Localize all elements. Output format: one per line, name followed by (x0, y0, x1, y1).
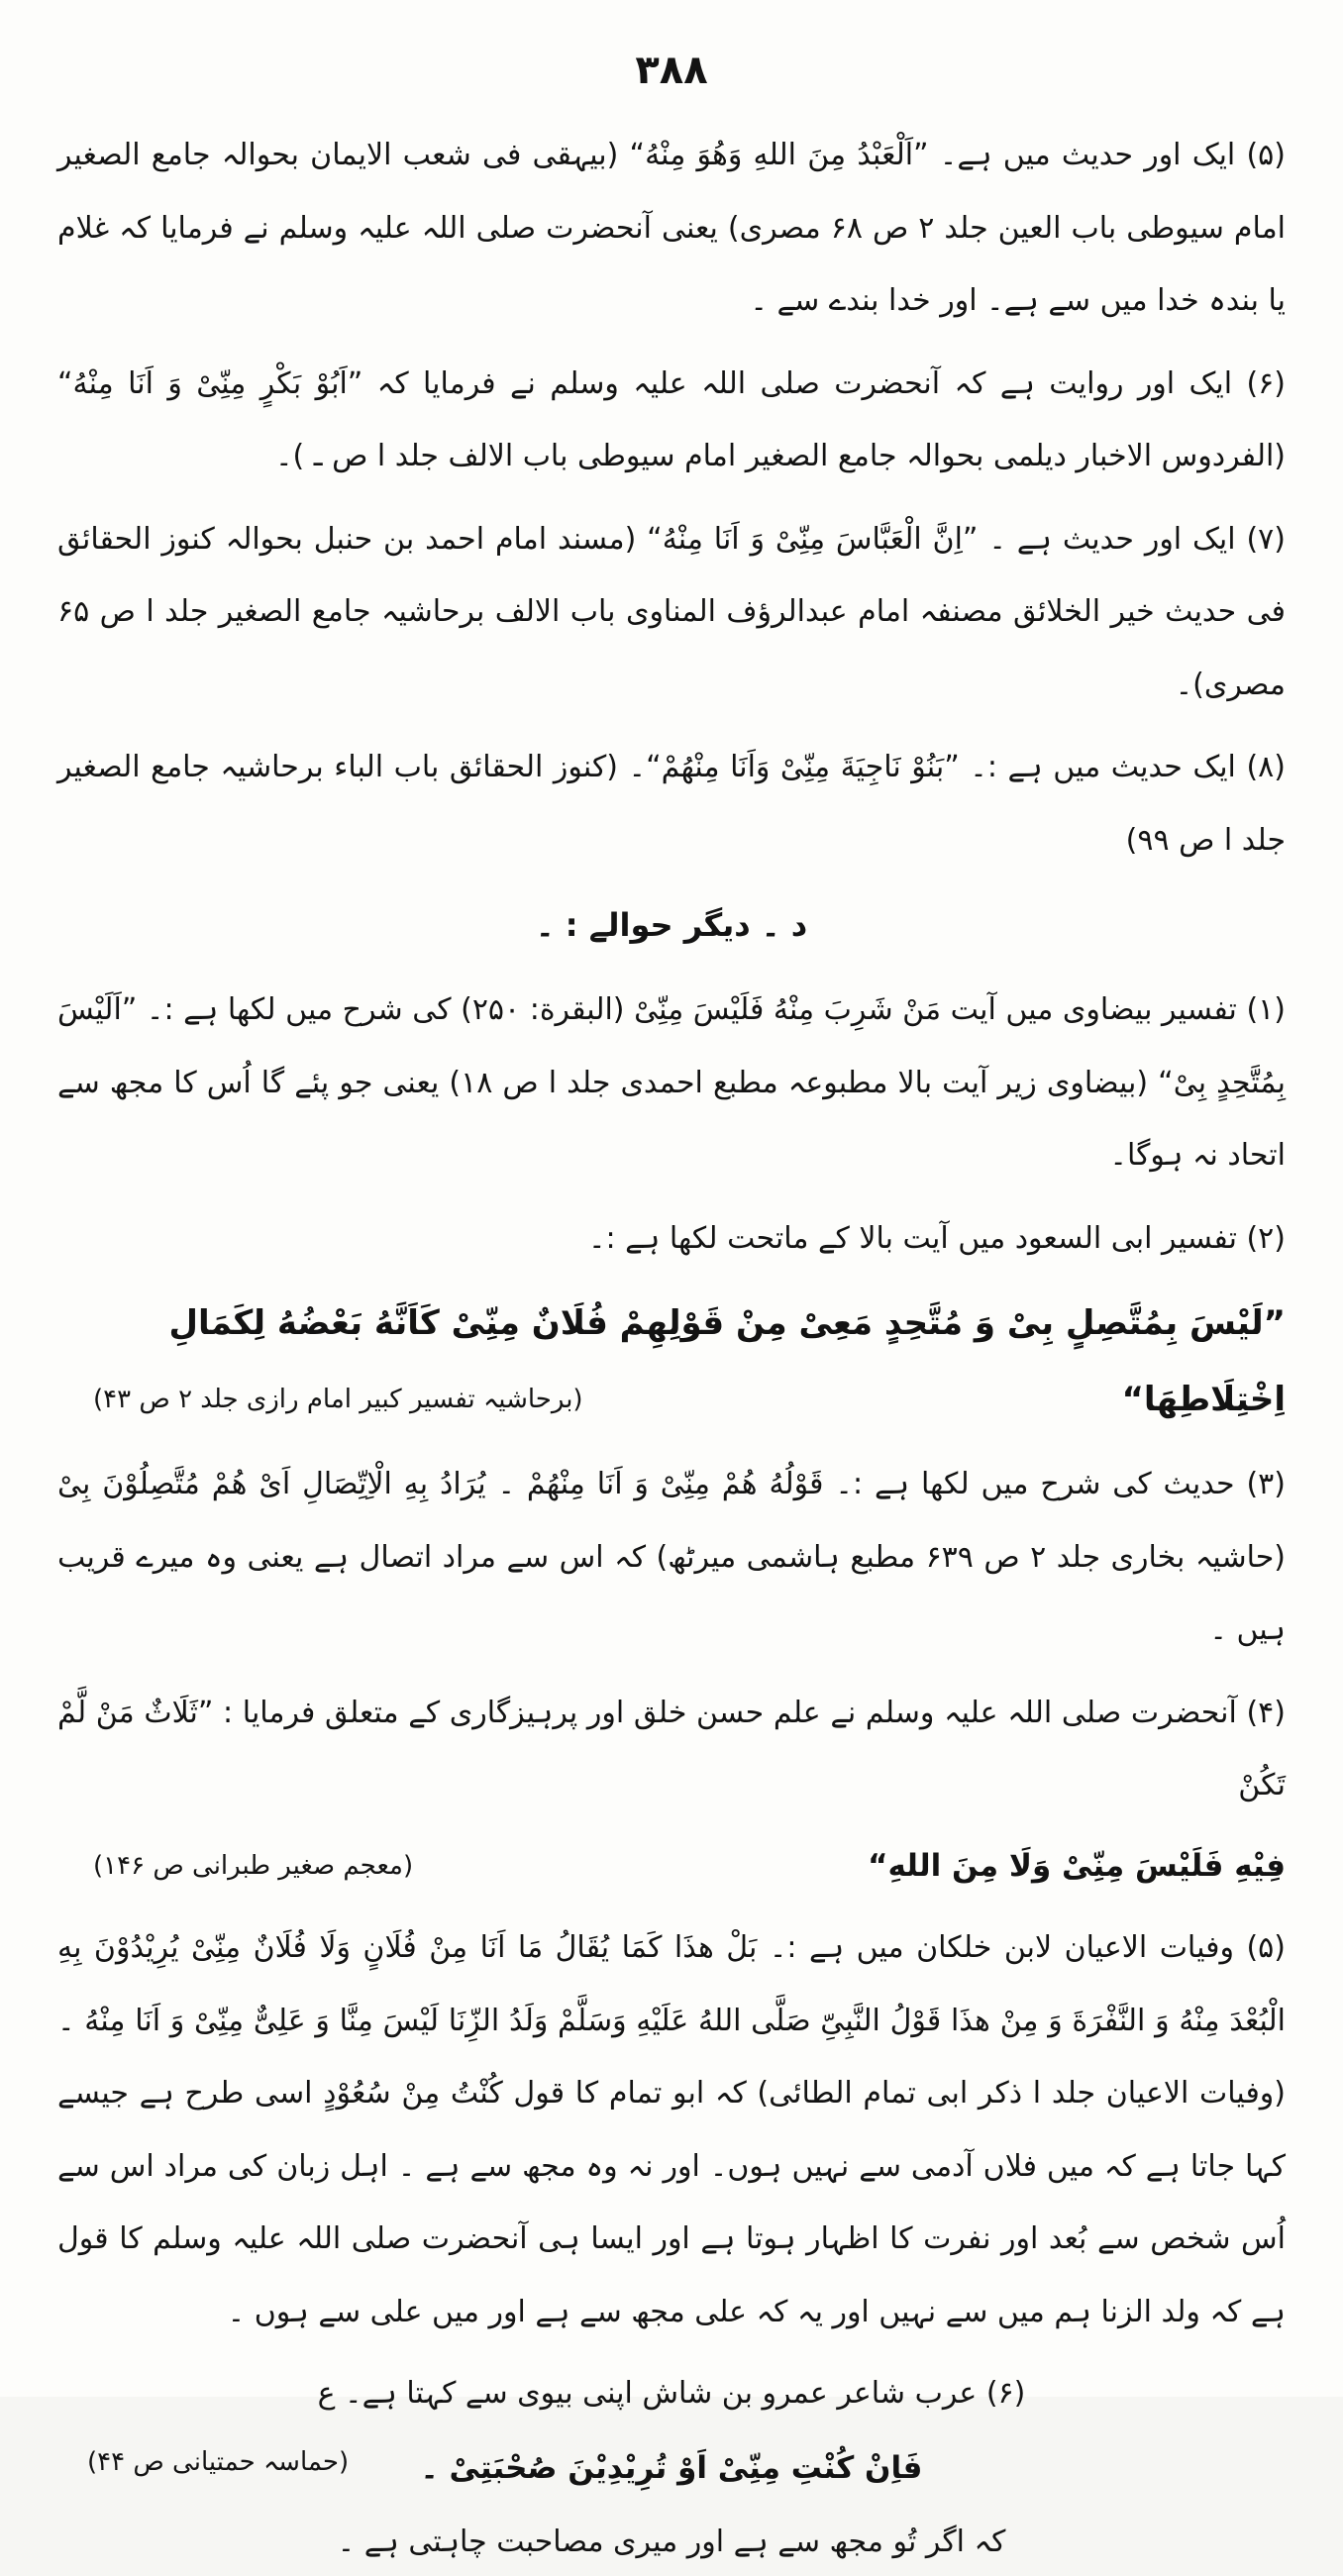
poem-translation: کہ اگر تُو مجھ سے ہے اور میری مصاحبت چاہتی ہے ۔ (337, 2524, 1006, 2560)
section-d-heading: د ۔ دیگر حوالے : ۔ (535, 906, 808, 944)
hadith-item-6: (۶) ایک اور روایت ہے کہ آنحضرت صلی اللہ علیہ وسلم نے فرمایا کہ ”اَبُوْ بَکْرٍ مِنِّیْ وَ اَنَا مِنْهُ“ (الفردوس الاخبار دیلمی بحوالہ جامع الصغیر امام سیوطی باب الالف جلد ا ص ـ )۔ (57, 365, 1286, 473)
reference-item-3: (۳) حدیث کی شرح میں لکھا ہے :۔ قَوْلُهُ هُمْ مِنِّیْ وَ اَنَا مِنْهُمْ ۔ یُرَادُ بِهِ الْاِتِّصَالِ اَیْ هُمْ مُتَّصِلُوْنَ بِیْ (حاشیہ بخاری جلد ۲ ص ۶۳۹ مطبع ہاشمی میرٹھ) کہ اس سے مراد اتصال ہے یعنی وہ میرے قریب ہیں ۔ (57, 1467, 1286, 1648)
reference-item-2-quote: ”لَیْسَ بِمُتَّصِلٍ بِیْ وَ مُتَّحِدٍ مَعِیْ مِنْ قَوْلِهِمْ فُلَانٌ مِنِّیْ کَاَنَّهُ بَعْضُهُ لِکَمَالِ (168, 1303, 1286, 1344)
hadith-item-5: (۵) ایک اور حدیث میں ہے۔ ”اَلْعَبْدُ مِنَ اللهِ وَهُوَ مِنْهُ“ (بیہقی فی شعب الایمان بحوالہ جامع الصغیر امام سیوطی باب العین جلد ۲ ص ۶۸ مصری) یعنی آنحضرت صلی اللہ علیہ وسلم نے فرمایا کہ غلام یا بندہ خدا میں سے ہے۔ اور خدا بندے سے ۔ (57, 138, 1286, 318)
reference-item-4-quote-end-row (57, 1832, 1286, 1900)
poem-block (57, 2433, 1286, 2576)
reference-item-1: (۱) تفسیر بیضاوی میں آیت مَنْ شَرِبَ مِنْهُ فَلَیْسَ مِنِّیْ (البقرة: ۲۵۰) کی شرح میں لکھا ہے :۔ ”اَلَیْسَ بِمُتَّحِدٍ بِیْ“ (بیضاوی زیر آیت بالا مطبوعہ مطبع احمدی جلد ا ص ۱۸) یعنی جو پئے گا اُس کا مجھ سے اتحاد نہ ہوگا۔ (57, 992, 1286, 1174)
reference-item-2-quote-end-row (57, 1363, 1286, 1437)
reference-item-4-citation: (معجم صغیر طبرانی ص ۱۴۶) (93, 1850, 414, 1881)
page-number: ۳۸۸ (635, 48, 708, 93)
reference-item-2-intro: (۲) تفسیر ابی السعود میں آیت بالا کے ماتحت لکھا ہے :۔ (587, 1220, 1286, 1256)
poem-citation: (حماسہ حمتیانی ص ۴۴) (87, 2447, 350, 2478)
reference-item-5: (۵) وفیات الاعیان لابن خلکان میں ہے :۔ بَلْ هذَا کَمَا یُقَالُ مَا اَنَا مِنْ فُلَانٍ وَلَا فُلَانٌ مِنِّیْ یُرِیْدُوْنَ بِهِ الْبُعْدَ مِنْهُ وَ النَّفْرَةَ وَ مِنْ هذَا قَوْلُ النَّبِیِّ صَلَّی اللهُ عَلَیْهِ وَسَلَّمْ وَلَدُ الزِّنَا لَیْسَ مِنَّا وَ عَلِیٌّ مِنِّیْ وَ اَنَا مِنْهُ ۔ (وفیات الاعیان جلد ا ذکر ابی تمام الطائی) کہ ابو تمام کا قول کُنْتُ مِنْ سُعُوْدٍ اسی طرح ہے جیسے کہا جاتا ہے کہ میں فلاں آدمی سے نہیں ہوں۔ اور نہ وہ مجھ سے ہے ۔ اہل زبان کی مراد اس سے اُس شخص سے بُعد اور نفرت کا اظہار ہوتا ہے اور ایسا ہی آنحضرت صلی اللہ علیہ وسلم کا قول ہے کہ ولد الزنا ہم میں سے نہیں اور یہ کہ علی مجھ سے ہے اور میں علی سے ہوں ۔ (57, 1930, 1286, 2329)
reference-item-4: (۴) آنحضرت صلی اللہ علیہ وسلم نے علم حسن خلق اور پرہیزگاری کے متعلق فرمایا : ”ثَلَاثٌ مَنْ لَّمْ تَکُنْ (57, 1695, 1286, 1803)
reference-item-2-citation: (برحاشیہ تفسیر کبیر امام رازی جلد ۲ ص ۴۳) (93, 1384, 583, 1414)
reference-item-6-intro: (۶) عرب شاعر عمرو بن شاش اپنی بیوی سے کہتا ہے۔ ع (317, 2376, 1026, 2412)
hadith-item-7: (۷) ایک اور حدیث ہے ۔ ”اِنَّ الْعَبَّاسَ مِنِّیْ وَ اَنَا مِنْهُ“ (مسند امام احمد بن حنبل بحوالہ کنوز الحقائق فی حدیث خیر الخلائق مصنفہ امام عبدالرؤف المناوی باب الالف برحاشیہ جامع الصغیر جلد ا ص ۶۵ مصری)۔ (57, 521, 1286, 702)
reference-item-4-quote-tail: فِیْهِ فَلَیْسَ مِنِّیْ وَلَا مِنَ اللهِ“ (868, 1847, 1286, 1884)
hadith-item-8: (۸) ایک حدیث میں ہے :۔ ”بَنُوْ نَاجِیَةَ مِنِّیْ وَاَنَا مِنْهُمْ“۔ (کنوز الحقائق باب الباء برحاشیہ جامع الصغیر جلد ا ص ۹۹) (57, 750, 1286, 858)
reference-item-2-quote-tail: اِخْتِلَاطِهَا“ (1121, 1379, 1286, 1419)
poem-verse: فَاِنْ کُنْتِ مِنِّیْ اَوْ تُرِیْدِیْنَ صُحْبَتِیْ ۔ (420, 2450, 923, 2487)
